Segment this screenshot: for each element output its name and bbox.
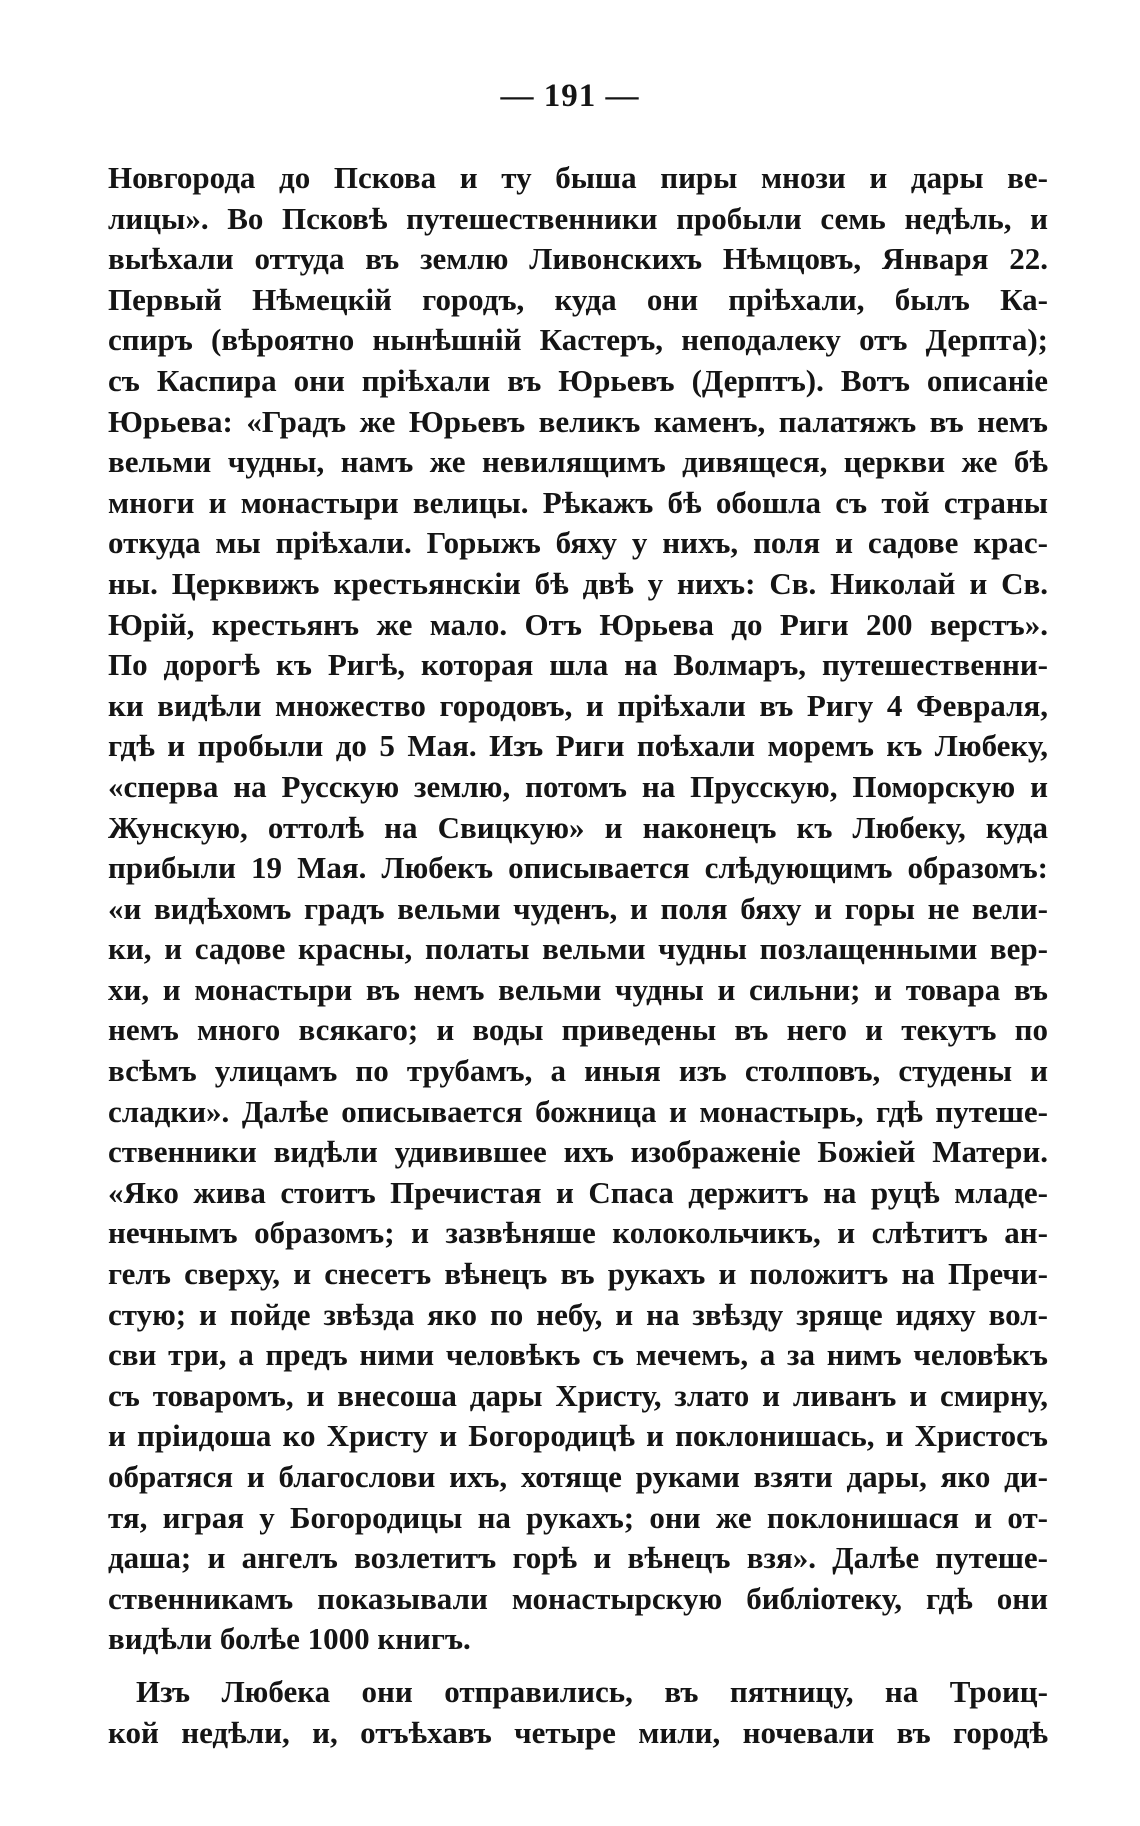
paragraph <box>108 158 1048 1660</box>
text-line: многи и монастыри велицы. Рѣкажъ бѣ обошла съ той страны <box>108 484 1048 520</box>
text-line: нечнымъ образомъ; и зазвѣняше колокольчикъ, и слѣтитъ ан- <box>108 1215 1048 1251</box>
text-line: ственникамъ показывали монастырскую библіотеку, гдѣ они <box>108 1580 1048 1616</box>
text-line: «сперва на Русскую землю, потомъ на Прусскую, Поморскую и <box>108 768 1048 804</box>
text-line: всѣмъ улицамъ по трубамъ, а иныя изъ столповъ, студены и <box>108 1053 1048 1089</box>
text-line: съ Каспира они пріѣхали въ Юрьевъ (Дерптъ). Вотъ описаніе <box>108 362 1048 398</box>
text-line: Жунскую, оттолѣ на Свицкую» и наконецъ къ Любеку, куда <box>108 809 1048 845</box>
text-line: прибыли 19 Мая. Любекъ описывается слѣдующимъ образомъ: <box>108 850 1048 886</box>
text-line: спиръ (вѣроятно нынѣшній Кастеръ, неподалеку отъ Дерпта); <box>108 322 1048 358</box>
text-line: откуда мы пріѣхали. Горыжъ бяху у нихъ, поля и садове крас- <box>108 525 1048 561</box>
text-line: ны. Церквижъ крестьянскіи бѣ двѣ у нихъ: Св. Николай и Св. <box>108 565 1048 601</box>
text-line: выѣхали оттуда въ землю Ливонскихъ Нѣмцовъ, Января 22. <box>108 241 1048 277</box>
text-line: тя, играя у Богородицы на рукахъ; они же поклонишася и от- <box>108 1499 1048 1535</box>
text-line: немъ много всякаго; и воды приведены въ него и текутъ по <box>108 1012 1048 1048</box>
text-line: гдѣ и пробыли до 5 Мая. Изъ Риги поѣхали моремъ къ Любеку, <box>108 728 1048 764</box>
text-line: лицы». Во Псковѣ путешественники пробыли семь недѣль, и <box>108 200 1048 236</box>
text-line: По дорогѣ къ Ригѣ, которая шла на Волмаръ, путешественни- <box>108 647 1048 683</box>
paragraph <box>108 1672 1048 1753</box>
text-line: кой недѣли, и, отъѣхавъ четыре мили, ночевали въ городѣ <box>108 1714 1048 1750</box>
text-line: хи, и монастыри въ немъ вельми чудны и сильни; и товара въ <box>108 971 1048 1007</box>
text-line: стую; и пойде звѣзда яко по небу, и на звѣзду зряще идяху вол- <box>108 1296 1048 1332</box>
text-line: съ товаромъ, и внесоша дары Христу, злато и ливанъ и смирну, <box>108 1377 1048 1413</box>
text-line: Первый Нѣмецкій городъ, куда они пріѣхали, былъ Ка- <box>108 281 1048 317</box>
text-line: Юрьева: «Градъ же Юрьевъ великъ каменъ, палатяжъ въ немъ <box>108 403 1048 439</box>
text-line: гелъ сверху, и снесетъ вѣнецъ въ рукахъ и положитъ на Пречи- <box>108 1256 1048 1292</box>
text-line: ственники видѣли удивившее ихъ изображеніе Божіей Матери. <box>108 1134 1048 1170</box>
text-line: и пріидоша ко Христу и Богородицѣ и поклонишась, и Христосъ <box>108 1418 1048 1454</box>
text-line: вельми чудны, намъ же невилящимъ дивящеся, церкви же бѣ <box>108 444 1048 480</box>
text-line: обратяся и благослови ихъ, хотяще руками взяти дары, яко ди- <box>108 1459 1048 1494</box>
text-line: видѣли болѣе 1000 книгъ. <box>108 1621 471 1657</box>
paragraph-gap <box>108 1660 1048 1672</box>
text-line: даша; и ангелъ возлетитъ горѣ и вѣнецъ взя». Далѣе путеше- <box>108 1540 1048 1576</box>
text-line: сладки». Далѣе описывается божница и монастырь, гдѣ путеше- <box>108 1093 1048 1129</box>
text-line: «Яко жива стоитъ Пречистая и Спаса держитъ на руцѣ младе- <box>108 1174 1048 1210</box>
text-line: Новгорода до Пскова и ту быша пиры мнози и дары ве- <box>108 160 1048 195</box>
text-line: Юрій, крестьянъ же мало. Отъ Юрьева до Риги 200 верстъ». <box>108 606 1048 642</box>
text-line: «и видѣхомъ градъ вельми чуденъ, и поля бяху и горы не вели- <box>108 890 1048 926</box>
text-line: Изъ Любека они отправились, въ пятницу, на Троиц- <box>136 1673 1048 1709</box>
page-body <box>108 158 1048 1753</box>
text-line: ки видѣли множество городовъ, и пріѣхали въ Ригу 4 Февраля, <box>108 687 1048 723</box>
text-line: сви три, а предъ ними человѣкъ съ мечемъ, а за нимъ человѣкъ <box>108 1337 1048 1373</box>
page-number: — 191 — <box>500 78 640 114</box>
text-line: ки, и садове красны, полаты вельми чудны позлащенными вер- <box>108 931 1048 967</box>
